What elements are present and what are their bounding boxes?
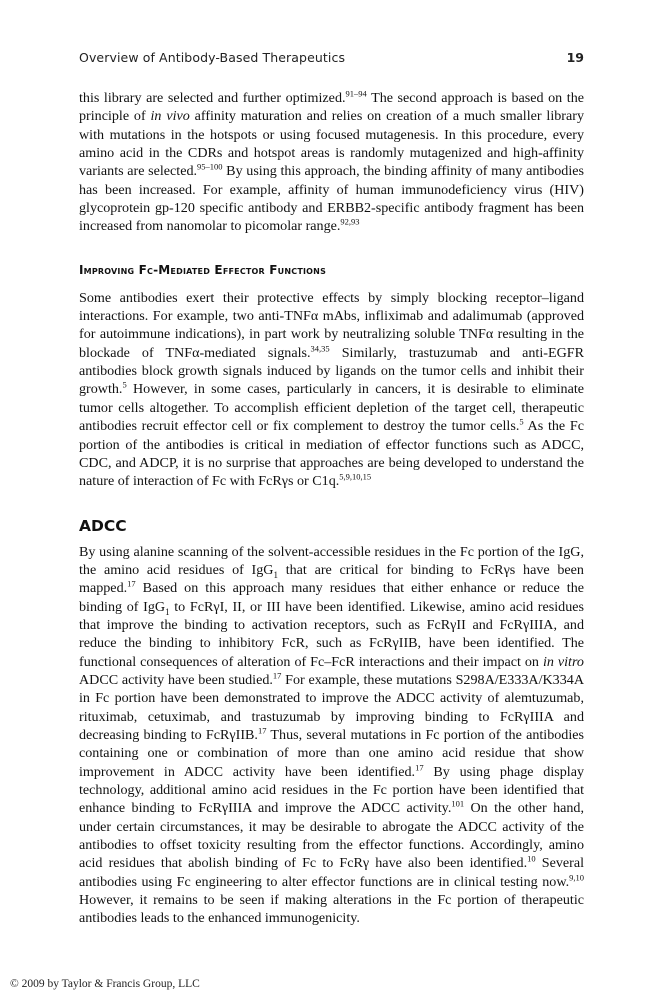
section-heading-fc-effector: Improving Fc-Mediated Effector Functions (79, 262, 327, 277)
citation: 34,35 (310, 343, 330, 354)
running-header (79, 50, 584, 65)
paragraph-adcc: By using alanine scanning of the solvent-accessible residues in the Fc portion of the IgG, the amino acid residues of IgG$_1$ that are critical for binding to FcRγs have been mapped.$^{17}$ Based on this approach many residues that either enhance or reduce the binding of IgG$_1$ to FcRγI, II, or III have been identified. Likewise, amino acid residues that improve the binding to activation receptors, such as FcRγII and FcRγIIIA, and reduce the binding to inhibitory FcR, such as FcRγIIB, have been identified. The functional consequences of alteration of Fc–FcR interactions and their impact on in vitro ADCC activity have been studied.$^{17}$ For example, these mutations S298A/E333A/K334A in Fc portion have been demonstrated to improve the ADCC activity of alemtuzumab, rituximab, cetuximab, and trastuzumab by improving binding to FcRγIIIA and decreasing binding to FcRγIIB.$^{17}$ Thus, several mutations in Fc portion of the antibodies containing one or combination of more than one amino acid residue that show improvement in ADCC activity have been identified.$^{17}$ By using phage display technology, additional amino acid residues in the Fc portion have been identified that enhance binding to FcRγIIIA and improve the ADCC activity.$^{101}$ On the other hand, under certain circumstances, it may be desirable to abrogate the ADCC activity of the antibodies to offset toxicity resulting from the effector functions. Accordingly, amino acid residues that abolish binding of Fc to FcRγ have also been identified.$^{10}$ Several antibodies using Fc engineering to alter effector functions are in clinical testing now.$^{9,10}$ However, it remains to be seen if making alterations in the Fc portion of therapeutic antibodies leads to the enhanced immunogenicity. (79, 543, 585, 927)
citation: 10 (527, 853, 536, 864)
section-heading-adcc: ADCC (79, 516, 127, 535)
citation: 92,93 (340, 216, 360, 227)
paragraph-fc-effector: Some antibodies exert their protective effects by simply blocking receptor–ligand interactions. For example, two anti-TNFα mAbs, infliximab and adalimumab (approved for autoimmune indications), in part work by neutralizing soluble TNFα resulting in the blockade of TNFα-mediated signals.$^{34,35}$ Similarly, trastuzumab and anti-EGFR antibodies block growth signals induced by ligands on the tumor cells and inhibit their growth.$^5$ However, in some cases, particularly in cancers, it is desirable to eliminate tumor cells altogether. To accomplish efficient depletion of the target cell, therapeutic antibodies recruit effector cell or fix complement to destroy the tumor cells.$^5$ As the Fc portion of the antibodies is critical in mediation of effector functions such as ADCC, CDC, and ADCP, it is no surprise that approaches are being developed to understand the nature of interaction of Fc with FcRγs or C1q.$^{5,9,10,15}$ (79, 289, 584, 490)
page-body (79, 89, 584, 928)
citation: 17 (127, 578, 136, 589)
citation: 5 (519, 416, 524, 427)
copyright-footer: © 2009 by Taylor & Francis Group, LLC (10, 978, 200, 990)
citation: 5 (122, 379, 127, 390)
citation: 9,10 (569, 872, 584, 883)
citation: 101 (451, 798, 465, 809)
citation: 17 (415, 761, 424, 772)
citation: 5,9,10,15 (339, 471, 372, 482)
running-title: Overview of Antibody-Based Therapeutics (79, 50, 346, 65)
paragraph-continuation: this library are selected and further optimized.$^{91-94}$ The second approach is based on the principle of in vivo affinity maturation and relies on creation of a much smaller library with mutations in the hotspots or using focused mutagenesis. In this procedure, every amino acid in the CDRs and hotspot areas is randomly mutagenized and high-affinity variants are selected.$^{95-100}$ By using this approach, the binding affinity of many antibodies has been increased. For example, affinity of human immunodeficiency virus (HIV) glycoprotein gp-120 specific antibody and ERBB2-specific antibody fragment has been increased from nanomolar to picomolar range.$^{92,93}$ (79, 88, 584, 235)
page-number: 19 (566, 50, 584, 65)
citation: 95–100 (197, 161, 223, 172)
citation: 17 (257, 725, 267, 736)
citation: 91–94 (345, 88, 367, 99)
citation: 17 (272, 670, 282, 681)
